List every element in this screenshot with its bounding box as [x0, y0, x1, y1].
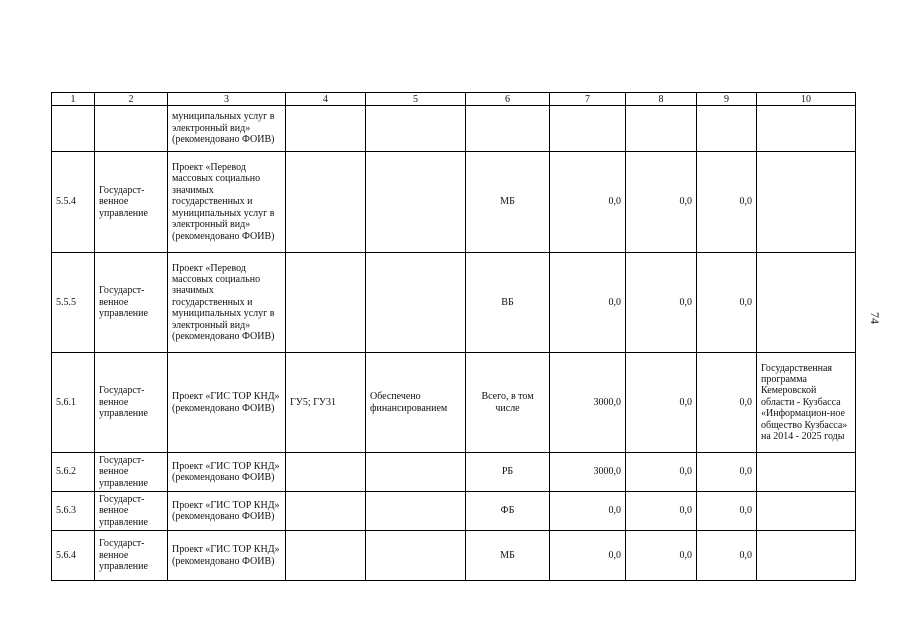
table-cell-c9	[697, 106, 757, 152]
table-cell-c6: МБ	[466, 152, 550, 253]
table-cell-c3: муниципальных услуг в электронный вид» (рекомендовано ФОИВ)	[168, 106, 286, 152]
header-cell: 6	[466, 93, 550, 106]
table-cell-c7: 0,0	[550, 152, 626, 253]
table-cell-c1: 5.5.5	[52, 253, 95, 353]
table-cell-c10	[757, 152, 856, 253]
table-cell-c6: ВБ	[466, 253, 550, 353]
table-cell-c5: Обеспечено финансированием	[366, 353, 466, 453]
header-cell: 3	[168, 93, 286, 106]
table-row	[52, 106, 856, 152]
header-cell: 5	[366, 93, 466, 106]
table-cell-c8	[626, 106, 697, 152]
table-cell-c1: 5.6.4	[52, 531, 95, 581]
table-cell-c8: 0,0	[626, 152, 697, 253]
table-cell-c4	[286, 152, 366, 253]
table-body	[52, 106, 856, 581]
table-cell-c5	[366, 531, 466, 581]
table-cell-c5	[366, 253, 466, 353]
page-number: 74	[868, 312, 882, 324]
table-cell-c10: Государственная программа Кемеровской области - Кузбасса «Информацион-ное общество Кузбасса» на 2014 - 2025 годы	[757, 353, 856, 453]
table-cell-c9: 0,0	[697, 531, 757, 581]
table-cell-c2: Государст-венное управление	[95, 253, 168, 353]
header-cell: 1	[52, 93, 95, 106]
table-cell-c9: 0,0	[697, 453, 757, 492]
table-cell-c2	[95, 106, 168, 152]
table-cell-c7: 0,0	[550, 253, 626, 353]
table-cell-c8: 0,0	[626, 453, 697, 492]
table-cell-c7: 0,0	[550, 492, 626, 531]
table-cell-c7: 0,0	[550, 531, 626, 581]
table-cell-c10	[757, 492, 856, 531]
table-cell-c4	[286, 492, 366, 531]
header-cell: 7	[550, 93, 626, 106]
table-cell-c8: 0,0	[626, 531, 697, 581]
table-cell-c4	[286, 253, 366, 353]
table-cell-c6: МБ	[466, 531, 550, 581]
table-cell-c10	[757, 253, 856, 353]
table-cell-c5	[366, 152, 466, 253]
table-cell-c10	[757, 531, 856, 581]
table-cell-c10	[757, 453, 856, 492]
table-cell-c6: РБ	[466, 453, 550, 492]
table-cell-c5	[366, 106, 466, 152]
table-cell-c4	[286, 531, 366, 581]
table-cell-c2: Государст-венное управление	[95, 353, 168, 453]
table-cell-c4: ГУ5; ГУ31	[286, 353, 366, 453]
table-cell-c3: Проект «ГИС ТОР КНД» (рекомендовано ФОИВ)	[168, 531, 286, 581]
table-cell-c1	[52, 106, 95, 152]
header-cell: 10	[757, 93, 856, 106]
table-cell-c1: 5.5.4	[52, 152, 95, 253]
table-cell-c5	[366, 492, 466, 531]
program-table	[51, 92, 856, 581]
table-cell-c5	[366, 453, 466, 492]
table-cell-c1: 5.6.3	[52, 492, 95, 531]
header-cell: 2	[95, 93, 168, 106]
table-cell-c7: 3000,0	[550, 453, 626, 492]
table-row	[52, 531, 856, 581]
table-cell-c4	[286, 453, 366, 492]
table-cell-c9: 0,0	[697, 253, 757, 353]
table-cell-c9: 0,0	[697, 152, 757, 253]
header-row	[52, 93, 856, 106]
table-cell-c3: Проект «ГИС ТОР КНД» (рекомендовано ФОИВ)	[168, 353, 286, 453]
table-cell-c10	[757, 106, 856, 152]
table-cell-c2: Государст-венное управление	[95, 492, 168, 531]
table-cell-c7	[550, 106, 626, 152]
table-cell-c2: Государст-венное управление	[95, 152, 168, 253]
table-cell-c8: 0,0	[626, 353, 697, 453]
header-cell: 8	[626, 93, 697, 106]
table-cell-c3: Проект «Перевод массовых социально значимых государственных и муниципальных услуг в электронный вид» (рекомендовано ФОИВ)	[168, 253, 286, 353]
table-cell-c2: Государст-венное управление	[95, 531, 168, 581]
table-cell-c8: 0,0	[626, 492, 697, 531]
table-cell-c1: 5.6.1	[52, 353, 95, 453]
table-cell-c9: 0,0	[697, 492, 757, 531]
table-cell-c3: Проект «Перевод массовых социально значимых государственных и муниципальных услуг в электронный вид» (рекомендовано ФОИВ)	[168, 152, 286, 253]
table-cell-c9: 0,0	[697, 353, 757, 453]
table-cell-c6: ФБ	[466, 492, 550, 531]
table-cell-c1: 5.6.2	[52, 453, 95, 492]
table-row	[52, 353, 856, 453]
table-cell-c8: 0,0	[626, 253, 697, 353]
table-row	[52, 492, 856, 531]
header-cell: 9	[697, 93, 757, 106]
table-row	[52, 253, 856, 353]
table-cell-c6	[466, 106, 550, 152]
table-cell-c3: Проект «ГИС ТОР КНД» (рекомендовано ФОИВ)	[168, 492, 286, 531]
table-cell-c6: Всего, в том числе	[466, 353, 550, 453]
table-cell-c4	[286, 106, 366, 152]
header-cell: 4	[286, 93, 366, 106]
table-cell-c7: 3000,0	[550, 353, 626, 453]
table-cell-c3: Проект «ГИС ТОР КНД» (рекомендовано ФОИВ)	[168, 453, 286, 492]
table-cell-c2: Государст-венное управление	[95, 453, 168, 492]
table-row	[52, 453, 856, 492]
table-row	[52, 152, 856, 253]
